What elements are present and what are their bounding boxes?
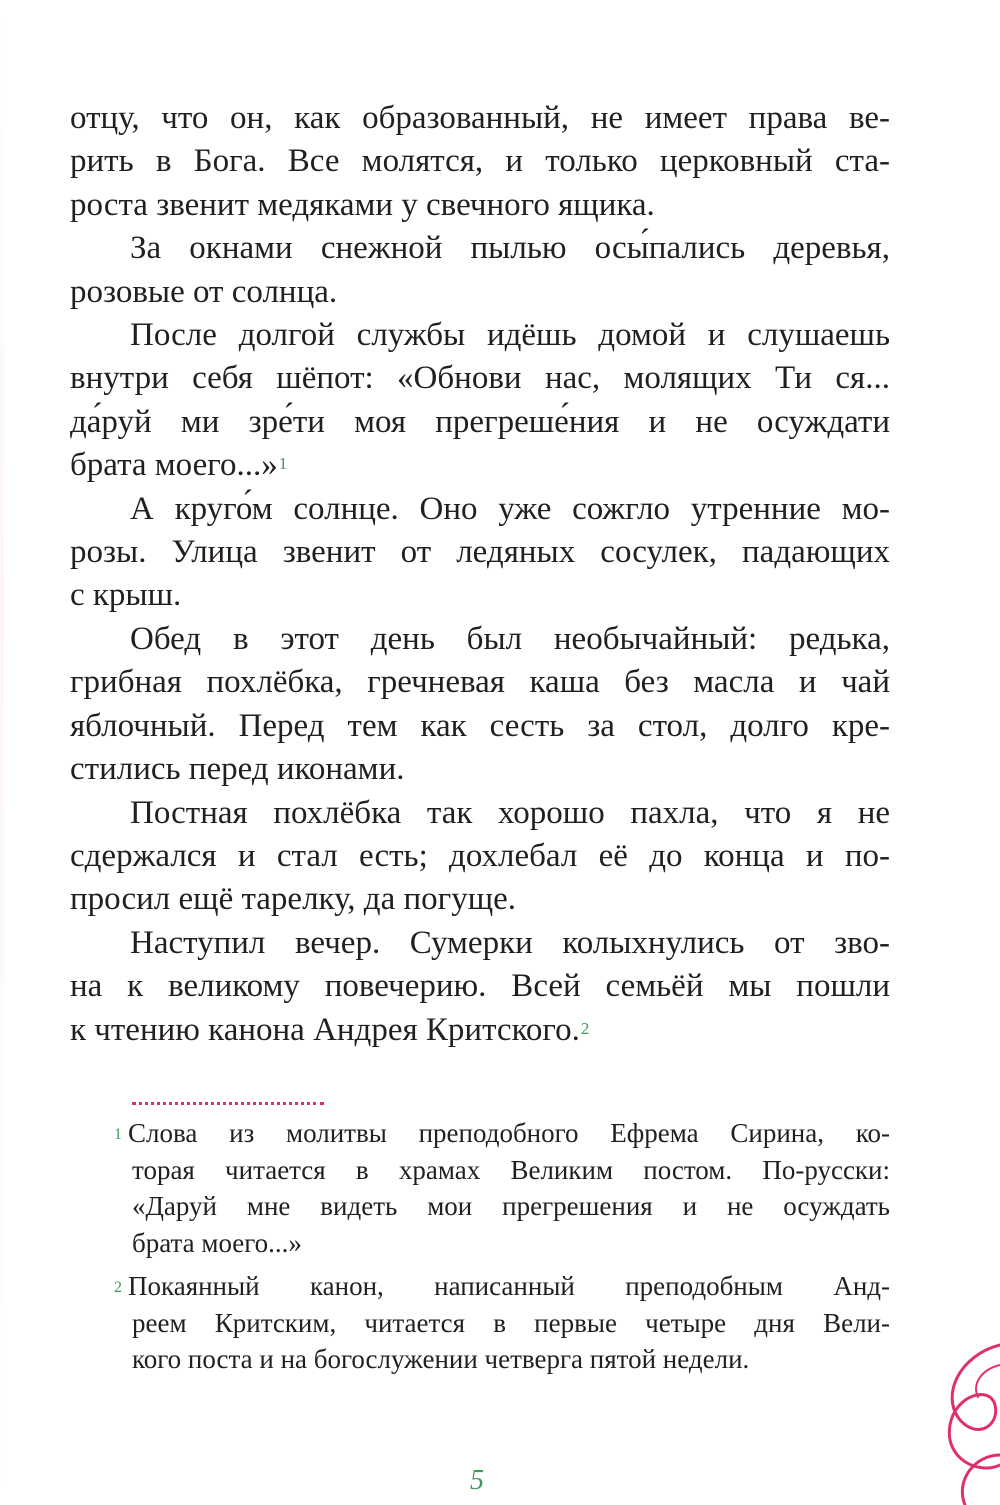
text-line: просил ещё тарелку, да погуще.	[70, 881, 516, 918]
footnote-2	[114, 1268, 890, 1378]
text-line: Обед в этот день был необычайный: редька,	[130, 620, 890, 657]
text-line: с крыш.	[70, 577, 182, 614]
footnote-divider	[132, 1102, 324, 1105]
text-line: сдержался и стал есть; дохлебал её до конца и по-	[70, 837, 890, 874]
text-line: да́руй ми зре́ти моя прегреше́ния и не осуждати	[70, 403, 890, 440]
decorative-swirl-icon	[860, 1305, 1000, 1505]
paragraph-2	[70, 227, 890, 314]
text-line: А круго́м солнце. Оно уже сожгло утренние мо-	[130, 490, 890, 527]
text-line: За окнами снежной пылью осы́пались деревья,	[130, 230, 890, 267]
text-line: рить в Бога. Все молятся, и только церковный ста-	[70, 143, 890, 180]
footnote-line	[114, 1268, 890, 1305]
paragraph-7	[70, 922, 890, 1052]
text-line: роста звенит медяками у свечного ящика.	[70, 186, 655, 223]
text-line: отцу, что он, как образованный, не имеет права ве-	[70, 100, 890, 136]
footnote-number: 2	[114, 1279, 122, 1296]
paragraph-3	[70, 314, 890, 488]
footnote-line: «Даруй мне видеть мои прегрешения и не осуждать	[132, 1191, 890, 1221]
page-number: 5	[470, 1465, 484, 1496]
footnote-number: 1	[114, 1126, 122, 1143]
text-line: Наступил вечер. Сумерки колыхнулись от зво-	[130, 924, 890, 961]
footnote-line: брата моего...»	[132, 1227, 302, 1258]
footnote-line: кого поста и на богослужении четверга пятой недели.	[132, 1344, 750, 1374]
paragraph-5	[70, 618, 890, 792]
text-line-with-footnote	[70, 1009, 890, 1052]
paragraph-4	[70, 488, 890, 618]
text-line: брата моего...»	[70, 447, 278, 484]
text-line: к чтению канона Андрея Критского.	[70, 1011, 580, 1048]
footnote-line: торая читается в храмах Великим постом. По-русски:	[132, 1154, 890, 1185]
text-line: яблочный. Перед тем как сесть за стол, долго кре-	[70, 707, 890, 744]
page-edge-shadow	[0, 0, 4, 1505]
text-line: розы. Улица звенит от ледяных сосулек, падающих	[70, 534, 890, 571]
text-line-with-footnote	[70, 444, 890, 487]
text-line: стились перед иконами.	[70, 751, 405, 788]
footnote-line	[114, 1115, 890, 1152]
text-line: розовые от солнца.	[70, 273, 338, 310]
footnote-marker-1[interactable]: 1	[278, 454, 288, 474]
footnote-marker-2[interactable]: 2	[580, 1018, 590, 1038]
text-line: Постная похлёбка так хорошо пахла, что я не	[130, 794, 890, 831]
text-line: После долгой службы идёшь домой и слушаешь	[130, 317, 890, 354]
main-text-block	[70, 97, 890, 1052]
footnotes-block	[114, 1115, 890, 1385]
footnote-1	[114, 1115, 890, 1261]
text-line: внутри себя шёпот: «Обнови нас, молящих Ти ся...	[70, 360, 890, 397]
text-line: на к великому повечерию. Всей семьёй мы пошли	[70, 968, 890, 1005]
footnote-line: реем Критским, читается в первые четыре дня Вели-	[132, 1307, 890, 1338]
footnote-text: Слова из молитвы преподобного Ефрема Сирина, ко-	[128, 1118, 890, 1148]
paragraph-1	[70, 97, 890, 227]
text-line: грибная похлёбка, гречневая каша без масла и чай	[70, 664, 890, 701]
paragraph-6	[70, 792, 890, 922]
footnote-text: Покаянный канон, написанный преподобным Анд-	[128, 1271, 890, 1301]
